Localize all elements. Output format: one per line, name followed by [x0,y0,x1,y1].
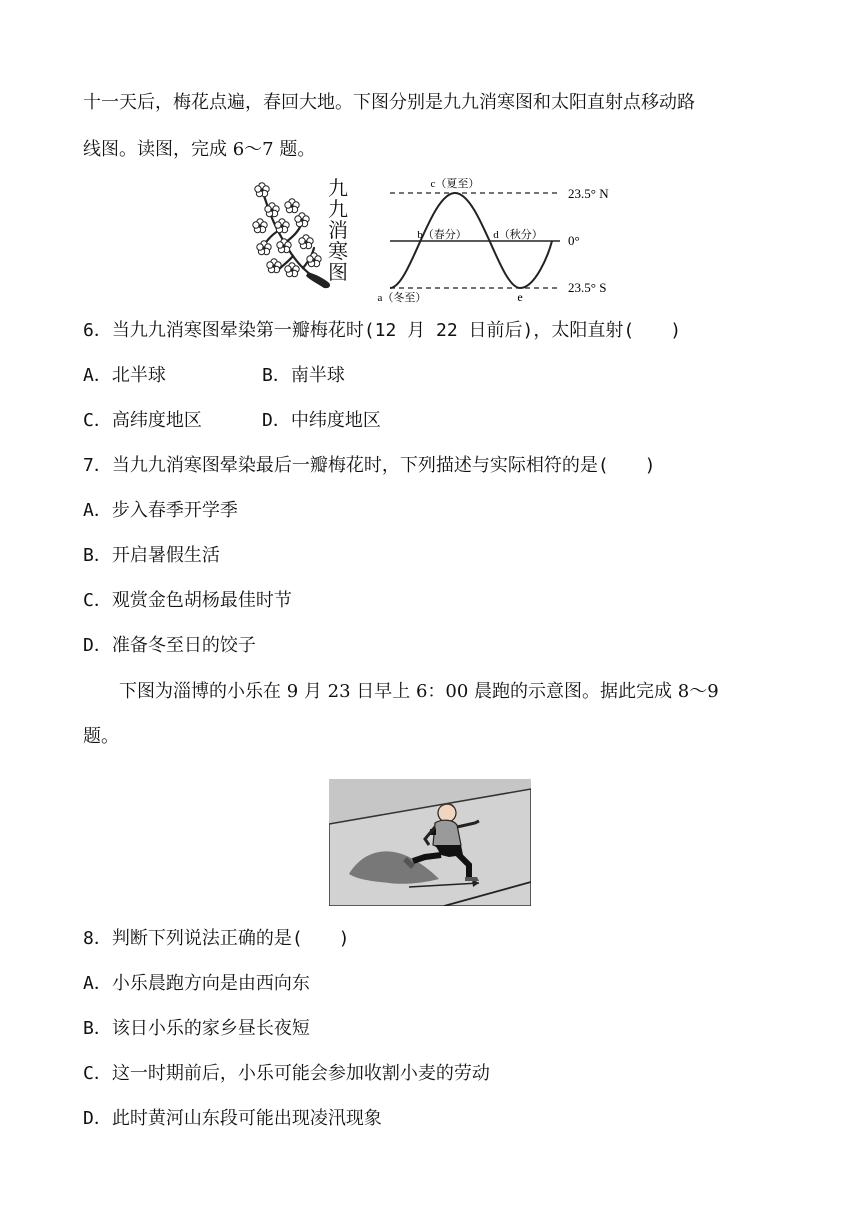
label-c: c（夏至） [430,178,480,190]
q8-option-b: B．该日小乐的家乡昼长夜短 [83,1018,310,1039]
plum-title-char: 消 [328,218,348,242]
intro2-line-2: 题。 [83,726,119,747]
q7-option-d: D．准备冬至日的饺子 [83,635,256,656]
runner-scene-svg [329,779,531,906]
q8-option-c: C．这一时期前后，小乐可能会参加收割小麦的劳动 [83,1063,490,1084]
label-e: e [517,290,523,304]
intro-line-1: 十一天后，梅花点遍，春回大地。下图分别是九九消寒图和太阳直射点移动路 [83,92,695,113]
runner-image [329,779,531,906]
q7-stem: 7．当九九消寒图晕染最后一瓣梅花时，下列描述与实际相符的是( ) [83,455,656,476]
q6-option-c: C．高纬度地区 [83,410,202,431]
plum-blossom-figure [248,176,356,302]
q7-option-c: C．观赏金色胡杨最佳时节 [83,590,292,611]
label-b: b（春分） [417,229,467,241]
label-a: a（冬至） [377,292,427,304]
intro-line-2: 线图。读图，完成 6～7 题。 [83,139,316,160]
q6-option-a: A．北半球 [83,365,166,386]
q8-option-a: A．小乐晨跑方向是由西向东 [83,973,310,994]
q6-option-d: D．中纬度地区 [262,410,381,431]
sun-path-svg [370,176,630,304]
plum-title-char: 九 [328,176,348,200]
plum-title-char: 寒 [328,239,348,263]
label-d: d（秋分） [493,229,543,241]
plum-title-char: 图 [328,260,348,284]
q7-option-b: B．开启暑假生活 [83,545,220,566]
sun-path-diagram [370,176,630,304]
lat-n-label: 23.5° N [568,186,609,201]
lat-0-label: 0° [568,233,580,248]
q6-stem: 6．当九九消寒图晕染第一瓣梅花时(12 月 22 日前后)，太阳直射( ) [83,320,682,341]
q8-option-d: D．此时黄河山东段可能出现凌汛现象 [83,1108,382,1129]
q6-option-b: B．南半球 [262,365,345,386]
plum-title-vertical [326,178,350,283]
intro2-line-1: 下图为淄博的小乐在 9 月 23 日早上 6：00 晨跑的示意图。据此完成 8～9 [119,681,719,702]
q7-option-a: A．步入春季开学季 [83,500,238,521]
lat-s-label: 23.5° S [568,280,607,295]
q8-stem: 8．判断下列说法正确的是( ) [83,928,350,949]
plum-title-char: 九 [328,197,348,221]
